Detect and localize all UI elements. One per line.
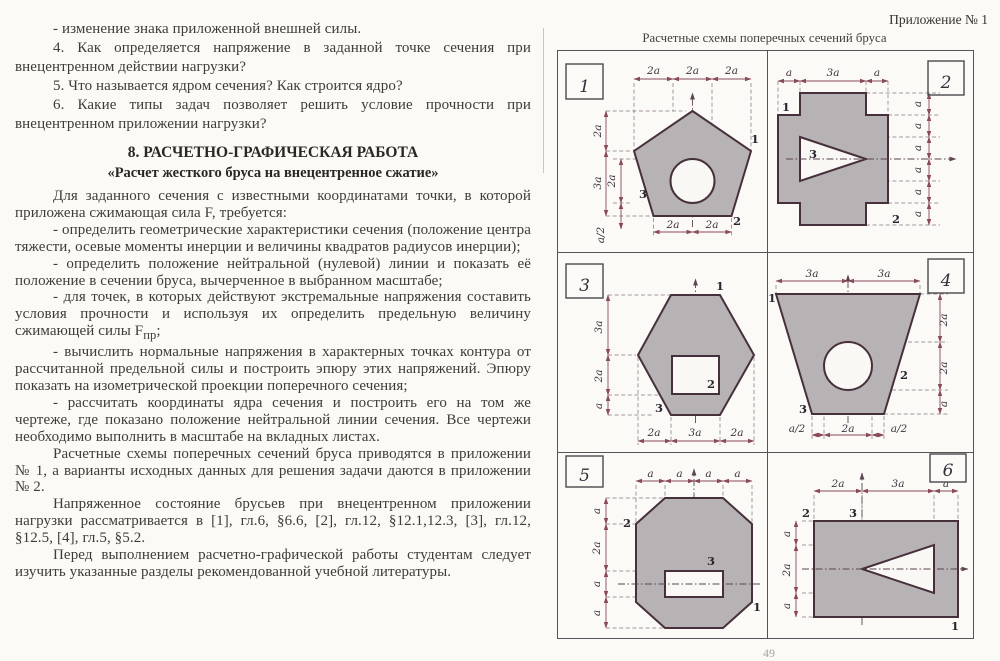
point-label: 2	[899, 368, 909, 382]
dim-label: 2a	[730, 427, 744, 439]
dim-label: 3a	[805, 268, 819, 280]
diagram-cross	[768, 51, 973, 253]
body-paragraph: Напряженное состояние брусьев при внецентренном приложении нагрузки рассматривается в [1], гл.6, §6.6, [2], гл.12, §12.1,12.3, [3], гл.12, §12.5, [4], гл.5, §5.2.	[15, 496, 531, 547]
dim-label: 2a	[725, 65, 738, 77]
dim-label: a	[781, 602, 793, 610]
dim-label: a	[591, 580, 603, 588]
point-label: 3	[808, 147, 818, 161]
task-item: - определить геометрические характеристики сечения (положение центра тяжести, осевые моменты инерции и величины квадратов радиусов инерции);	[15, 221, 531, 255]
scheme-cell-2	[768, 51, 973, 253]
dim-label: a	[676, 468, 683, 480]
question-item: 5. Что называется ядром сечения? Как строится ядро?	[53, 78, 403, 94]
point-label: 3	[706, 554, 716, 568]
dim-label: 2a	[781, 563, 793, 577]
dim-label: a	[912, 122, 924, 130]
question-item: 4. Как определяется напряжение в заданной точке сечения при внецентренном действии нагрузки?	[15, 40, 531, 75]
point-label: 3	[638, 187, 648, 201]
point-label: 3	[848, 506, 858, 520]
scheme-cell-5	[558, 453, 768, 638]
right-appendix-page	[545, 0, 1000, 660]
task-item: - для точек, в которых действуют экстремальные напряжения составить условия прочности и используя их определить предельную величину сжимающей силы $F_{пр}$;	[15, 289, 531, 343]
point-label: 3	[654, 401, 664, 415]
section-heading: 8. РАСЧЕТНО-ГРАФИЧЕСКАЯ РАБОТА	[127, 144, 419, 161]
point-label: 1	[950, 619, 960, 633]
dim-label: a	[593, 402, 605, 410]
diagram-rectangle	[768, 453, 973, 638]
cell-number: 3	[579, 276, 590, 296]
cell-number: 4	[940, 271, 952, 291]
task-item: - рассчитать координаты ядра сечения и построить его на том же чертеже, где показано положение нейтральной линии сечения. Все чертежи необходимо выполнить в масштабе на вкладных листах.	[15, 394, 531, 445]
task-item: - определить положение нейтральной (нулевой) линии и показать её положение в сечении бруса, вычерченное в выбранном масштабе;	[15, 255, 531, 289]
point-label: 1	[715, 279, 725, 293]
dim-label: a	[705, 468, 712, 480]
dim-label: 3a	[688, 427, 702, 439]
dim-label: 2a	[593, 369, 605, 383]
dim-label: a	[591, 609, 603, 617]
task-item: - вычислить нормальные напряжения в характерных точках контура от рассчитанной предельной силы и построить эпюру этих напряжений. Эпюру показать на изометрической проекции поперечного сечения;	[15, 344, 531, 394]
dim-label: a	[873, 67, 881, 79]
dim-label: a	[942, 478, 950, 490]
diagram-octagon	[558, 453, 768, 638]
intro-paragraph: Для заданного сечения с известными координатами точки, в которой приложена сжимающая сила F, требуется:	[15, 188, 531, 221]
dim-label: 2a	[666, 219, 680, 231]
point-label: 3	[798, 402, 808, 416]
dim-label: a/2	[890, 423, 908, 435]
scheme-cell-6	[768, 453, 973, 638]
page-number: 49	[763, 646, 775, 660]
section-shape	[636, 498, 752, 628]
point-label: 2	[891, 212, 901, 226]
dim-label: 3a	[826, 67, 840, 79]
point-label: 1	[768, 291, 777, 305]
point-label: 1	[750, 132, 760, 146]
cell-number: 2	[940, 73, 952, 93]
dim-label: 3a	[593, 320, 605, 334]
dim-label: 3a	[592, 176, 604, 190]
scheme-cell-4	[768, 253, 973, 453]
dim-label: a	[785, 67, 793, 79]
dim-label: 2a	[686, 65, 699, 77]
f-subscript: пр	[143, 328, 157, 343]
diagram-pentagon	[558, 51, 768, 253]
dim-label: a	[912, 188, 924, 196]
question-item: 6. Какие типы задач позволяет решить условие прочности при внецентренном приложении нагрузки?	[15, 97, 531, 132]
dim-label: 3a	[877, 268, 891, 280]
point-label: 2	[732, 214, 742, 228]
dim-label: a	[734, 468, 741, 480]
cell-number: 1	[579, 77, 590, 97]
dim-label: 2a	[647, 65, 660, 77]
dim-label: 2a	[705, 219, 719, 231]
dim-label: a	[912, 144, 924, 152]
section-subheading: «Расчет жесткого бруса на внецентренное сжатие»	[107, 165, 439, 181]
point-label: 2	[706, 377, 716, 391]
cell-number: 6	[942, 461, 954, 481]
left-text-page	[15, 20, 531, 581]
dim-label: 2a	[841, 423, 855, 435]
circular-hole	[824, 342, 872, 390]
dim-label: 2a	[938, 361, 950, 375]
dim-label: a/2	[788, 423, 806, 435]
dim-label: 3a	[891, 478, 905, 490]
dim-label: a	[938, 400, 950, 408]
scheme-cell-3	[558, 253, 768, 453]
point-label: 2	[622, 516, 632, 530]
dim-label: a	[912, 100, 924, 108]
dim-label: 2a	[592, 124, 604, 138]
schemes-table	[557, 50, 974, 639]
point-label: 1	[752, 600, 762, 614]
table-title: Расчетные схемы поперечных сечений бруса	[642, 31, 887, 45]
dim-label: 2a	[606, 174, 618, 188]
dim-label: 2a	[591, 541, 603, 555]
point-label: 1	[781, 100, 791, 114]
dim-label: a	[647, 468, 654, 480]
dim-label: a/2	[595, 226, 607, 244]
dim-label: a	[912, 166, 924, 174]
appendix-label: Приложение № 1	[889, 12, 988, 27]
diagram-trapezoid	[768, 253, 973, 453]
dim-label: 2a	[938, 313, 950, 327]
page-fold-line	[543, 28, 544, 173]
diagram-hexagon	[558, 253, 768, 453]
dim-label: 2a	[647, 427, 661, 439]
circular-hole	[671, 159, 715, 203]
question-item: - изменение знака приложенной внешней силы.	[53, 21, 362, 37]
cell-number: 5	[579, 466, 590, 486]
point-label: 2	[801, 506, 811, 520]
body-paragraph: Расчетные схемы поперечных сечений бруса приводятся в приложении № 1, а варианты исходных данных для решения задачи даются в приложении № 2.	[15, 445, 531, 496]
scheme-cell-1	[558, 51, 768, 253]
dim-label: a	[912, 210, 924, 218]
dim-label: a	[591, 507, 603, 515]
body-paragraph: Перед выполнением расчетно-графической работы студентам следует изучить указанные разделы рекомендованной учебной литературы.	[15, 547, 531, 580]
dim-label: 2a	[831, 478, 845, 490]
dim-label: a	[781, 530, 793, 538]
